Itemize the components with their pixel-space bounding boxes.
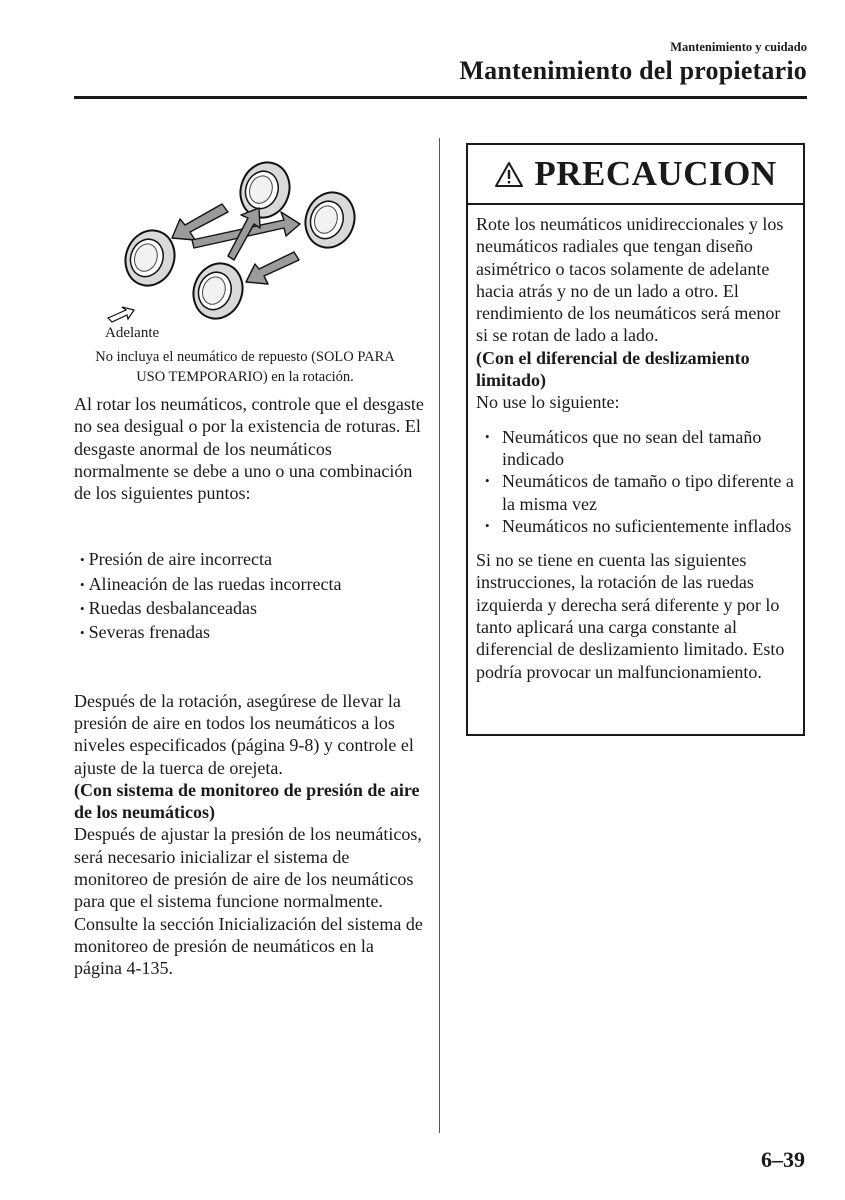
list-item: • Alineación de las ruedas incorrecta: [80, 573, 424, 597]
after-rotation-paragraph: Después de la rotación, asegúrese de llevar la presión de aire en todos los neumáticos a los niveles especificados (página 9-8) y controle el ajuste de la tuerca de orejeta.: [74, 690, 414, 778]
tire-front-right: [186, 256, 250, 325]
lsd-list: [476, 426, 795, 537]
caution-box: [466, 143, 805, 736]
tpms-paragraph: Después de ajustar la presión de los neumáticos, será necesario inicializar el sistema de monitoreo de presión de aire de los neumáticos para que el sistema funcione normalmente.: [74, 824, 422, 912]
lsd-subheading: (Con el diferencial de deslizamiento limitado): [476, 347, 750, 391]
column-divider: [439, 138, 440, 1133]
tpms-reference: Consulte la sección Inicialización del sistema de monitoreo de presión de neumáticos en la página 4-135.: [74, 913, 423, 979]
caution-paragraph: Rote los neumáticos unidireccionales y los neumáticos radiales que tengan diseño asimétrico o tacos solamente de adelante hacia atrás y no de un lado a otro. El rendimiento de los neumáticos será menor si se rotan de lado a lado.: [476, 214, 784, 346]
page-number: 6–39: [761, 1147, 805, 1172]
caution-header: [468, 145, 803, 205]
warning-triangle-icon: [494, 161, 524, 188]
caution-body: [468, 205, 803, 683]
lsd-intro: No use lo siguiente:: [476, 392, 620, 413]
list-item: • Ruedas desbalanceadas: [80, 597, 424, 621]
chapter-title: Mantenimiento del propietario: [459, 56, 807, 85]
tire-rear-right: [298, 185, 360, 254]
rotation-paragraph: Al rotar los neumáticos, controle que el desgaste no sea desigual o por la existencia de roturas. El desgaste anormal de los neumáticos normalmente se debe a uno o una combinación de los siguientes puntos:: [74, 394, 424, 504]
tire-front-left: [118, 223, 182, 292]
left-column: [74, 393, 424, 980]
tire-rotation-illustration: [100, 158, 360, 343]
list-item: • Neumáticos que no sean del tamaño indicado: [476, 426, 795, 471]
list-item: • Presión de aire incorrecta: [80, 548, 424, 572]
arrow-rr-to-fr: [246, 252, 299, 284]
front-direction-icon: [108, 307, 134, 322]
section-label: Mantenimiento y cuidado: [670, 40, 807, 54]
list-item: • Neumáticos de tamaño o tipo diferente a la misma vez: [476, 470, 795, 515]
tpms-subheading: (Con sistema de monitoreo de presión de aire de los neumáticos): [74, 779, 420, 823]
lsd-warning-paragraph: Si no se tiene en cuenta las siguientes instrucciones, la rotación de las ruedas izquierda y derecha será diferente y por lo tanto aplicará una carga constante al diferencial de deslizamiento limitado. Esto podría provocar un malfuncionamiento.: [476, 550, 785, 682]
caution-title: PRECAUCION: [534, 154, 777, 193]
front-label: Adelante: [105, 325, 160, 341]
list-item: • Neumáticos no suficientemente inflados: [476, 515, 795, 537]
wear-causes-list: [74, 548, 424, 645]
header-rule: [74, 96, 807, 99]
list-item: • Severas frenadas: [80, 621, 424, 645]
figure-caption: No incluya el neumático de repuesto (SOLO PARA USO TEMPORARIO) en la rotación.: [95, 349, 395, 385]
